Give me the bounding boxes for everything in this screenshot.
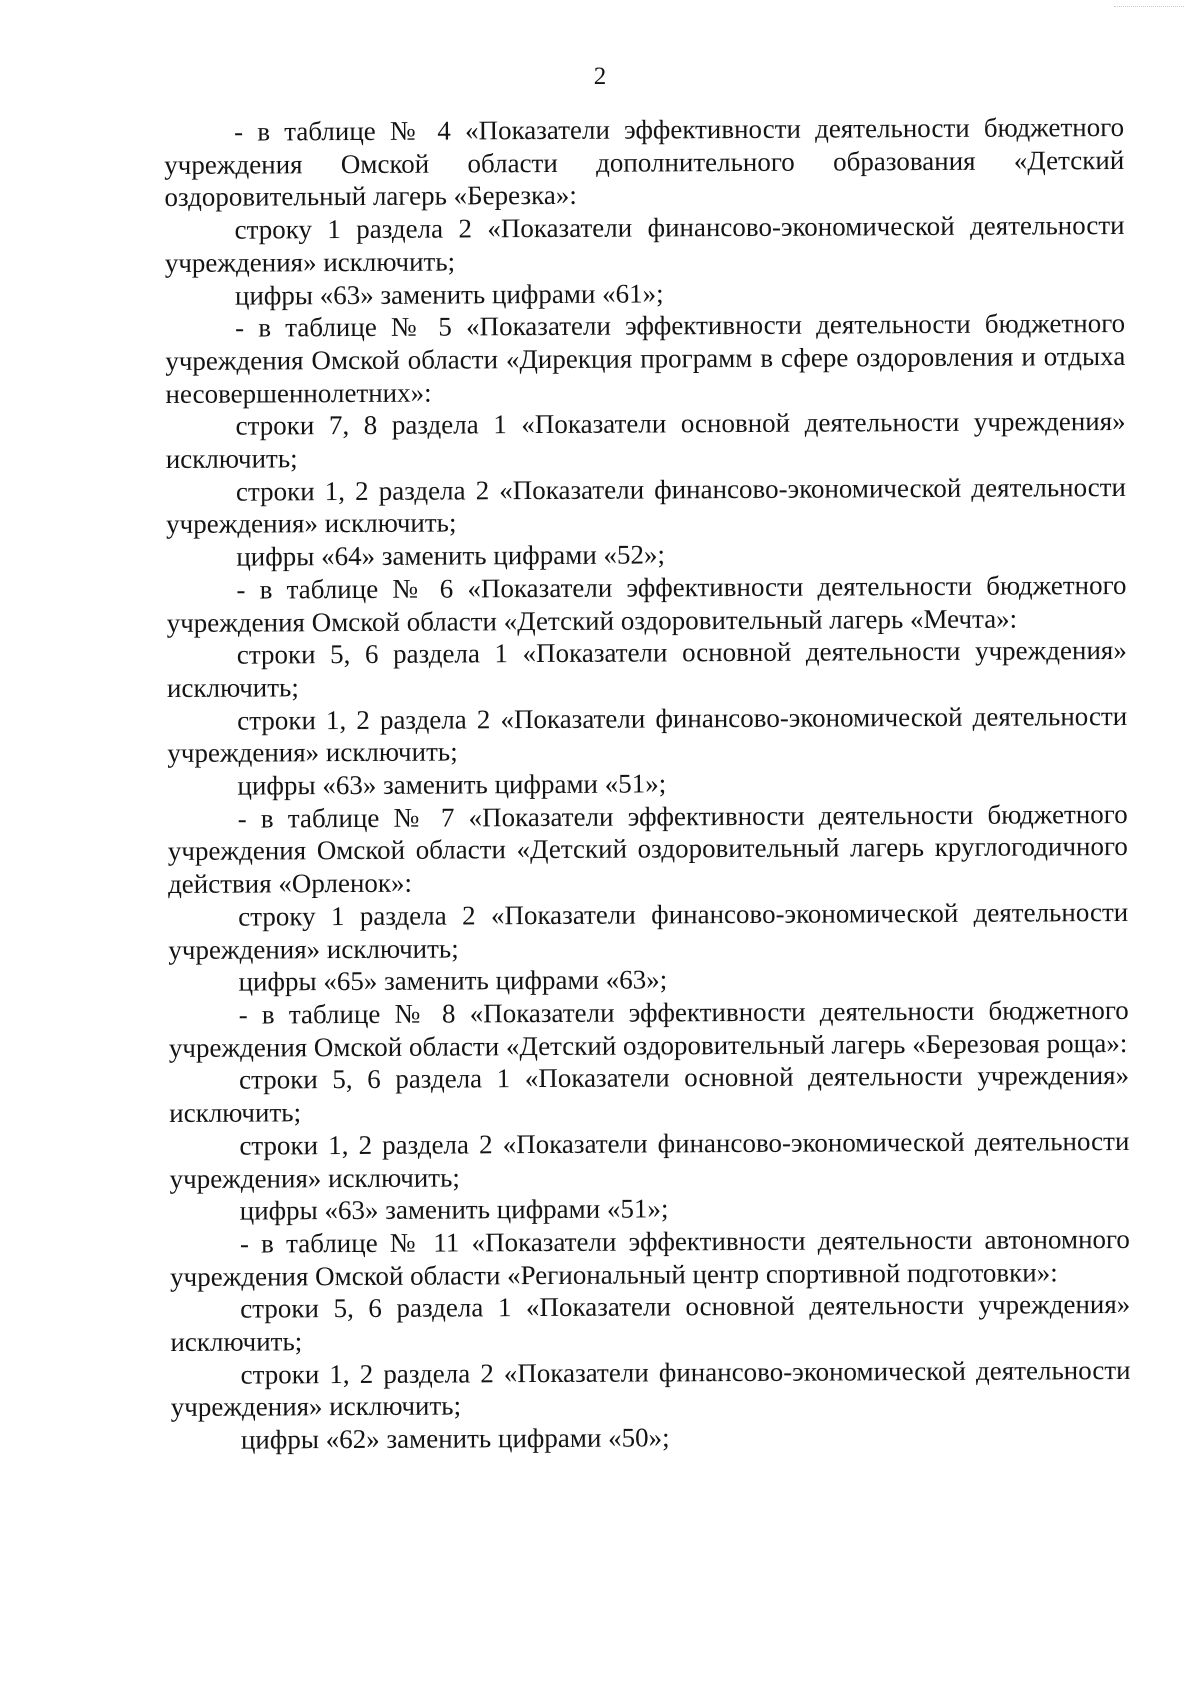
paragraph-table-8-header: - в таблице № 8 «Показатели эффективности деятельности бюджетного учреждения Омской области «Детский оздоровительный лагерь «Березовая роща»: [168,994,1129,1063]
paragraph-table-4-figures: цифры «63» заменить цифрами «61»; [234,277,664,311]
paragraph-table-5-header: - в таблице № 5 «Показатели эффективности деятельности бюджетного учреждения Омской области «Дирекция программ в сфере оздоровления и отдыха несовершеннолетних»: [165,308,1126,409]
paragraph-table-6-header: - в таблице № 6 «Показатели эффективности деятельности бюджетного учреждения Омской области «Детский оздоровительный лагерь «Мечта»: [166,569,1127,638]
paragraph-table-5-section-2-exclude: строки 1, 2 раздела 2 «Показатели финансово-экономической деятельности учреждения» исключить; [166,471,1127,540]
paragraph-table-7-figures: цифры «65» заменить цифрами «63»; [238,964,668,997]
paragraph-table-11-header: - в таблице № 11 «Показатели эффективности деятельности автономного учреждения Омской области «Региональный центр спортивной подготовки»: [169,1223,1130,1292]
paragraph-table-7-header: - в таблице № 7 «Показатели эффективности деятельности бюджетного учреждения Омской области «Детский оздоровительный лагерь круглогодичного действия «Орленок»: [167,798,1128,900]
paragraph-table-11-section-2-exclude: строки 1, 2 раздела 2 «Показатели финансово-экономической деятельности учреждения» исключить; [170,1354,1131,1423]
paragraph-table-5-figures: цифры «64» заменить цифрами «52»; [236,539,666,572]
paragraph-table-8-figures: цифры «63» заменить цифрами «51»; [239,1193,669,1226]
paragraph-table-6-section-2-exclude: строки 1, 2 раздела 2 «Показатели финансово-экономической деятельности учреждения» исключить; [167,700,1128,769]
paragraph-table-7-row-exclude: строку 1 раздела 2 «Показатели финансово-экономической деятельности учреждения» исключить; [168,896,1129,965]
paragraph-table-4-header: - в таблице № 4 «Показатели эффективности деятельности бюджетного учреждения Омской области дополнительного образования «Детский оздоровительный лагерь «Березка»: [164,111,1125,213]
paragraph-table-5-section-1-exclude: строки 7, 8 раздела 1 «Показатели основной деятельности учреждения» исключить; [165,406,1126,475]
paragraph-table-11-section-1-exclude: строки 5, 6 раздела 1 «Показатели основной деятельности учреждения» исключить; [170,1289,1131,1357]
page-number: 2 [593,63,607,90]
scan-artifact [1114,6,1184,9]
paragraph-table-6-figures: цифры «63» заменить цифрами «51»; [237,768,667,801]
paragraph-table-8-section-1-exclude: строки 5, 6 раздела 1 «Показатели основной деятельности учреждения» исключить; [169,1060,1130,1129]
paragraph-table-4-row-exclude: строку 1 раздела 2 «Показатели финансово-экономической деятельности учреждения» исключить; [164,210,1125,278]
document-body [164,111,1131,1457]
paragraph-table-6-section-1-exclude: строки 5, 6 раздела 1 «Показатели основной деятельности учреждения» исключить; [166,635,1127,703]
paragraph-table-11-figures: цифры «62» заменить цифрами «50»; [240,1422,670,1455]
paragraph-table-8-section-2-exclude: строки 1, 2 раздела 2 «Показатели финансово-экономической деятельности учреждения» исключить; [169,1125,1130,1194]
